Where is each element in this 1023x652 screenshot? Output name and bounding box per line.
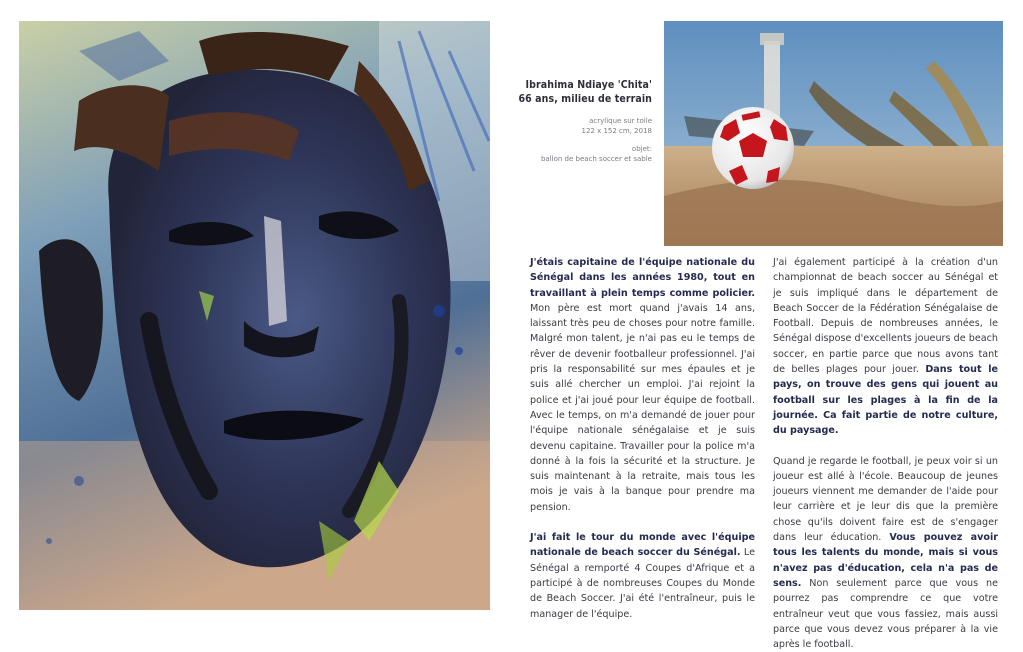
highlight-text: J'étais capitaine de l'équipe nationale du Sénégal dans les années 1980, tout en travaillant à plein temps comme policier. xyxy=(530,257,755,299)
paragraph-2 xyxy=(530,530,755,622)
artwork-medium: acrylique sur toile xyxy=(589,117,652,125)
highlight-text: Dans tout le pays, on trouve des gens qui jouent au football sur les plages à la fin de la journée. Ca fait partie de notre culture, du paysage. xyxy=(773,364,998,437)
paragraph-1 xyxy=(530,255,755,515)
portrait-painting xyxy=(19,21,490,610)
highlight-text: J'ai fait le tour du monde avec l'équipe nationale de beach soccer du Sénégal. xyxy=(530,532,755,559)
artwork-caption xyxy=(505,78,652,164)
interview-column-left xyxy=(530,255,755,622)
beach-soccer-ball-photo xyxy=(664,21,1003,246)
beach-photo-art xyxy=(664,21,1003,246)
subject-name: Ibrahima Ndiaye 'Chita' xyxy=(525,79,652,91)
body-text: Le Sénégal a remporté 4 Coupes d'Afrique et a participé à de nombreuses Coupes du Monde de Beach Soccer. J'ai été l'entraîneur, puis le manager de l'équipe. xyxy=(530,547,755,620)
interview-column-right xyxy=(773,255,998,652)
highlight-text: Vous pouvez avoir tous les talents du monde, mais si vous n'avez pas d'éducation, cela n'a pas de sens. xyxy=(773,532,998,589)
subject-role: 66 ans, milieu de terrain xyxy=(518,93,652,105)
body-text: J'ai également participé à la création d'un championnat de beach soccer au Sénégal et je suis impliqué dans le département de Beach Soccer de la Fédération Sénégalaise de Football. Depuis de nombreuses années, le Sénégal dispose d'excellents joueurs de beach soccer, en partie parce que nous avons tant de belles plages pour jouer. xyxy=(773,257,998,376)
body-text: Quand je regarde le football, je peux voir si un joueur est allé à l'école. Beaucoup de jeunes joueurs viennent me demander de l'aide pour leur carrière et je leur dis que la première chose qu'ils doivent faire est de s'engager dans leur éducation. xyxy=(773,455,998,544)
paragraph-3 xyxy=(773,255,998,439)
artwork-dimensions: 122 x 152 cm, 2018 xyxy=(581,127,652,135)
paragraph-4 xyxy=(773,454,998,652)
object-label: objet: xyxy=(631,145,652,153)
portrait-painting-art xyxy=(19,21,490,610)
object-description: ballon de beach soccer et sable xyxy=(540,155,652,163)
body-text: Mon père est mort quand j'avais 14 ans, laissant très peu de choses pour notre famille. Malgré mon talent, je n'ai pas eu le temps de rêver de devenir footballeur professionnel. J'ai pris la responsabilité sur mes épaules et je suis allé chercher un emploi. J'ai rejoint la police et j'ai joué pour leur équipe de football. Avec le temps, on m'a demandé de jouer pour l'équipe nationale sénégalaise et je suis devenu capitaine. Travailler pour la police m'a donné à la fois la sécurité et la structure. Je suis maintenant à la retraite, mais tous les mois je vais à la banque pour prendre ma pension. xyxy=(530,302,755,513)
body-text: Non seulement parce que vous ne pourrez pas comprendre ce que votre entraîneur veut que vous fassiez, mais aussi parce que vous devez vous préparer à la vie après le football. xyxy=(773,577,998,651)
